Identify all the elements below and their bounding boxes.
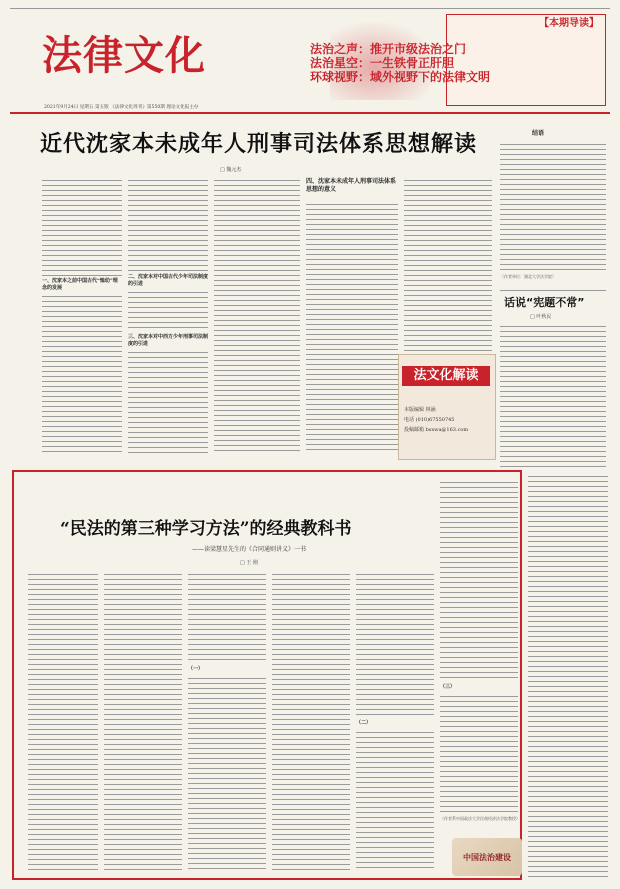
- feature-column: [356, 730, 434, 872]
- sidebar-rule: [500, 290, 606, 291]
- lead-subhead: 一、沈家本之前中国古代“恤幼”理念的发展: [42, 278, 118, 291]
- masthead-date-line: 2021年9月24日 星期五 第五版 《法律文化周刊》第550期 理论文化报主办: [44, 105, 199, 110]
- guide-box-title: 【本期导读】: [539, 18, 599, 29]
- intro-label: 结语: [532, 130, 545, 137]
- feature-column: [440, 694, 518, 814]
- column-box-banner: 法文化解读: [402, 366, 490, 386]
- feature-column: [188, 572, 266, 664]
- feature-byline: □ 王 刚: [240, 560, 258, 566]
- masthead-rule-top: [10, 8, 610, 9]
- masthead-title: 法律文化: [42, 32, 206, 79]
- guide-item[interactable]: 法治之声：推开市级法治之门: [310, 42, 467, 56]
- lead-column: [128, 290, 208, 332]
- lead-subhead: 四、沈家本未成年人刑事司法体系思想的意义: [306, 178, 397, 193]
- guide-list: [310, 42, 602, 84]
- sidebar-column: [500, 324, 606, 468]
- feature-section-label: （二）: [356, 720, 372, 726]
- lead-column: [42, 178, 122, 276]
- feature-title: “民法的第三种学习方法”的经典教科书: [60, 519, 352, 539]
- column-box-editor: 本版编辑 林涵: [404, 407, 436, 413]
- guide-item[interactable]: 环球视野：域外视野下的法律文明: [310, 70, 491, 84]
- sidebar-byline: □ 叶秋民: [530, 314, 552, 320]
- feature-column: [28, 572, 98, 872]
- intro-column: [500, 142, 606, 274]
- lead-column: [214, 268, 300, 454]
- feature-stamp-text: 中国法治建设: [463, 852, 511, 862]
- lead-column: [214, 178, 300, 266]
- feature-subtitle: ——读梁慧星先生的《合同通则讲义》一书: [192, 546, 307, 553]
- lead-column: [42, 294, 122, 454]
- lead-column: [128, 178, 208, 272]
- column-box-phone: 电话 (010)67550745: [404, 417, 455, 423]
- feature-column: [356, 572, 434, 718]
- feature-column: [104, 572, 182, 872]
- masthead-rule: [10, 112, 610, 114]
- lead-column: [128, 350, 208, 454]
- guide-item[interactable]: 法治星空：一生铁骨正肝胆: [310, 56, 455, 70]
- feature-column: [440, 480, 518, 680]
- feature-column: [188, 676, 266, 872]
- right-column: [528, 474, 608, 880]
- feature-author-note: （作者系中国政法大学民商经济法学院教授）: [440, 816, 520, 821]
- lead-column: [306, 202, 398, 454]
- lead-headline: 近代沈家本未成年人刑事司法体系思想解读: [40, 132, 478, 157]
- column-box-email: 投稿邮箱 bsxwa@163.com: [404, 427, 469, 433]
- feature-section-label: （三）: [440, 684, 456, 690]
- feature-stamp: [452, 838, 522, 876]
- sidebar-title: 话说“宪题不常”: [504, 296, 585, 309]
- lead-subhead: 二、沈家本对中国古代少年司法制度的引进: [128, 274, 209, 287]
- feature-section-label: （一）: [188, 666, 204, 672]
- lead-subhead: 三、沈家本对中西方少年刑事司法制度的引进: [128, 334, 209, 347]
- lead-byline: □ 魏元杰: [220, 167, 242, 173]
- feature-column: [272, 572, 350, 872]
- lead-footer-credit: （作者单位：湖北大学法学院）: [500, 274, 556, 279]
